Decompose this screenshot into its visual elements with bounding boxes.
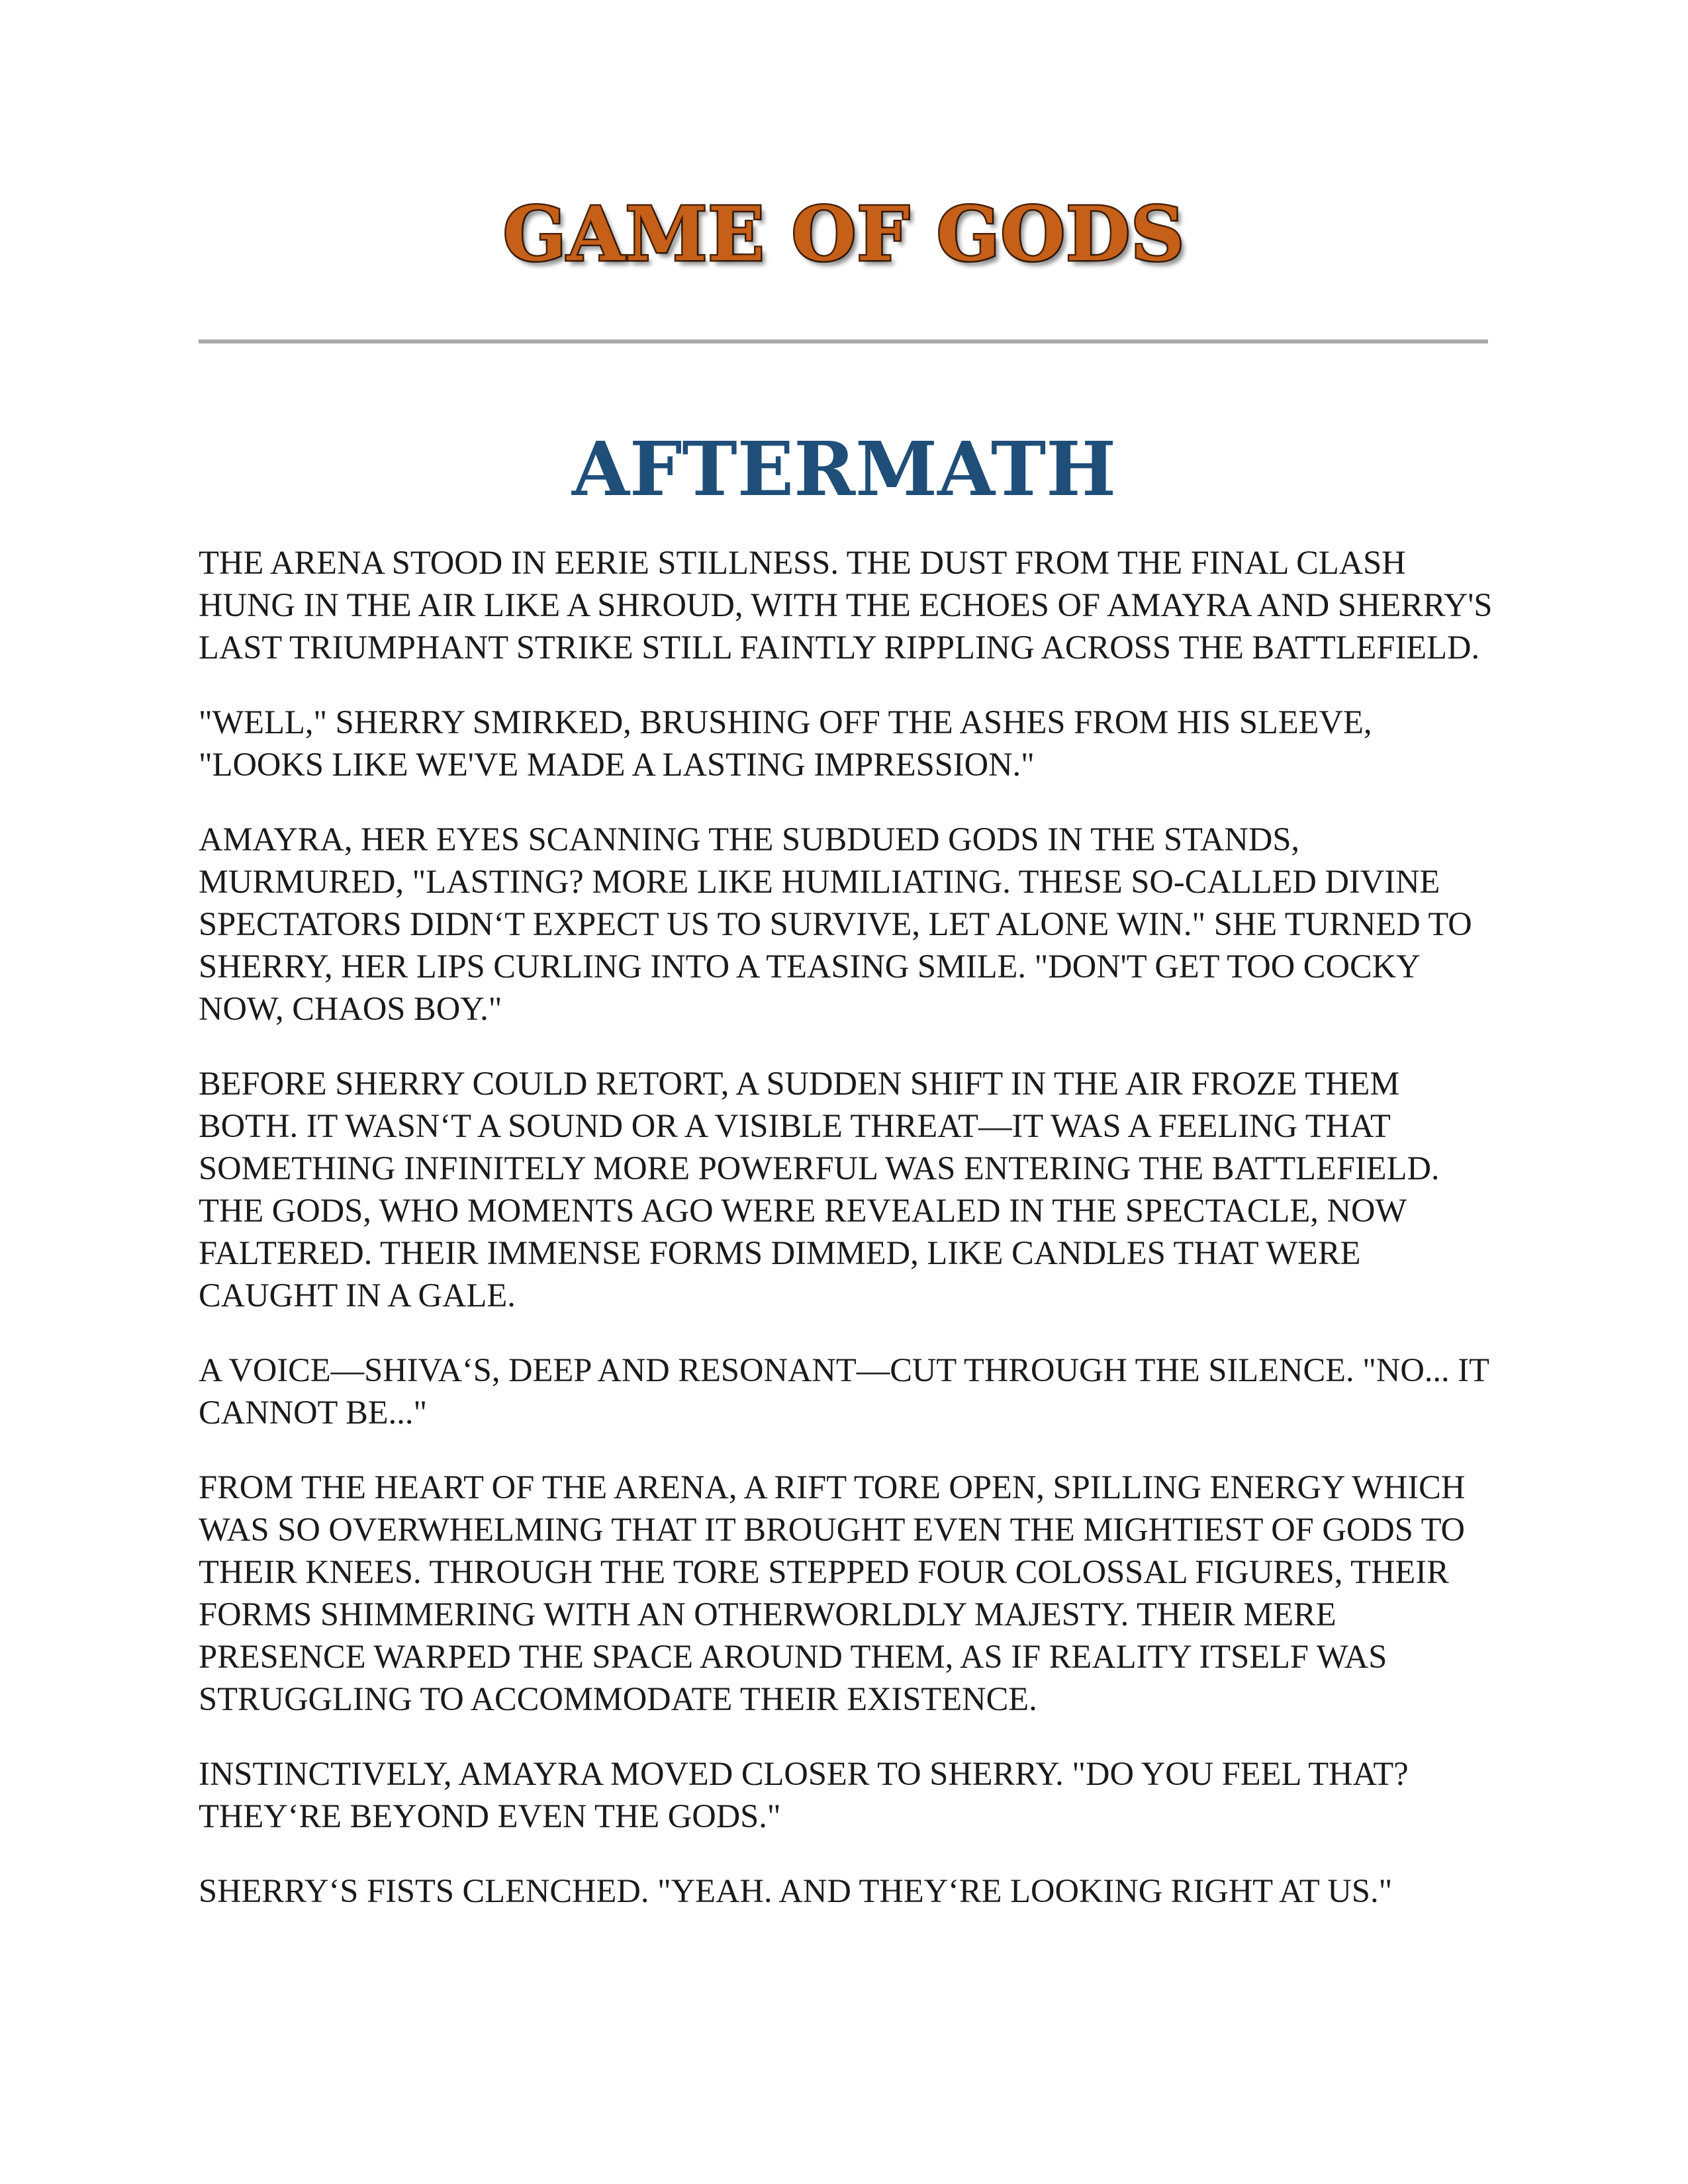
- paragraph: A VOICE—SHIVA‘S, DEEP AND RESONANT—CUT THROUGH THE SILENCE. "NO... IT CANNOT BE...": [199, 1351, 1489, 1431]
- chapter-title: AFTERMATH: [571, 426, 1117, 513]
- paragraph: THE ARENA STOOD IN EERIE STILLNESS. THE DUST FROM THE FINAL CLASH HUNG IN THE AIR LIKE A SHROUD, WITH THE ECHOES OF AMAYRA AND SHERRY'S LAST TRIUMPHANT STRIKE STILL FAINTLY RIPPLING ACROSS THE BATTLEFIELD.: [199, 544, 1493, 666]
- chapter-body: [199, 541, 1496, 1944]
- paragraph: BEFORE SHERRY COULD RETORT, A SUDDEN SHIFT IN THE AIR FROZE THEM BOTH. IT WASN‘T A SOUND OR A VISIBLE THREAT—IT WAS A FEELING THAT SOMETHING INFINITELY MORE POWERFUL WAS ENTERING THE BATTLEFIELD. THE GODS, WHO MOMENTS AGO WERE REVEALED IN THE SPECTACLE, NOW FALTERED. THEIR IMMENSE FORMS DIMMED, LIKE CANDLES THAT WERE CAUGHT IN A GALE.: [199, 1065, 1440, 1314]
- paragraph: FROM THE HEART OF THE ARENA, A RIFT TORE OPEN, SPILLING ENERGY WHICH WAS SO OVERWHELMING THAT IT BROUGHT EVEN THE MIGHTIEST OF GODS TO THEIR KNEES. THROUGH THE TORE STEPPED FOUR COLOSSAL FIGURES, THEIR FORMS SHIMMERING WITH AN OTHERWORLDLY MAJESTY. THEIR MERE PRESENCE WARPED THE SPACE AROUND THEM, AS IF REALITY ITSELF WAS STRUGGLING TO ACCOMMODATE THEIR EXISTENCE.: [199, 1469, 1466, 1717]
- paragraph: AMAYRA, HER EYES SCANNING THE SUBDUED GODS IN THE STANDS, MURMURED, "LASTING? MORE LIKE HUMILIATING. THESE SO-CALLED DIVINE SPECTATORS DIDN‘T EXPECT US TO SURVIVE, LET ALONE WIN." SHE TURNED TO SHERRY, HER LIPS CURLING INTO A TEASING SMILE. "DON'T GET TOO COCKY NOW, CHAOS BOY.": [199, 821, 1472, 1027]
- paragraph: "WELL," SHERRY SMIRKED, BRUSHING OFF THE ASHES FROM HIS SLEEVE, "LOOKS LIKE WE'VE MADE A LASTING IMPRESSION.": [199, 704, 1372, 783]
- horizontal-rule: [199, 340, 1488, 343]
- paragraph: SHERRY‘S FISTS CLENCHED. "YEAH. AND THEY‘RE LOOKING RIGHT AT US.": [199, 1872, 1393, 1909]
- paragraph: INSTINCTIVELY, AMAYRA MOVED CLOSER TO SHERRY. "DO YOU FEEL THAT? THEY‘RE BEYOND EVEN THE GODS.": [199, 1755, 1409, 1835]
- book-title: GAME OF GODS: [502, 191, 1186, 278]
